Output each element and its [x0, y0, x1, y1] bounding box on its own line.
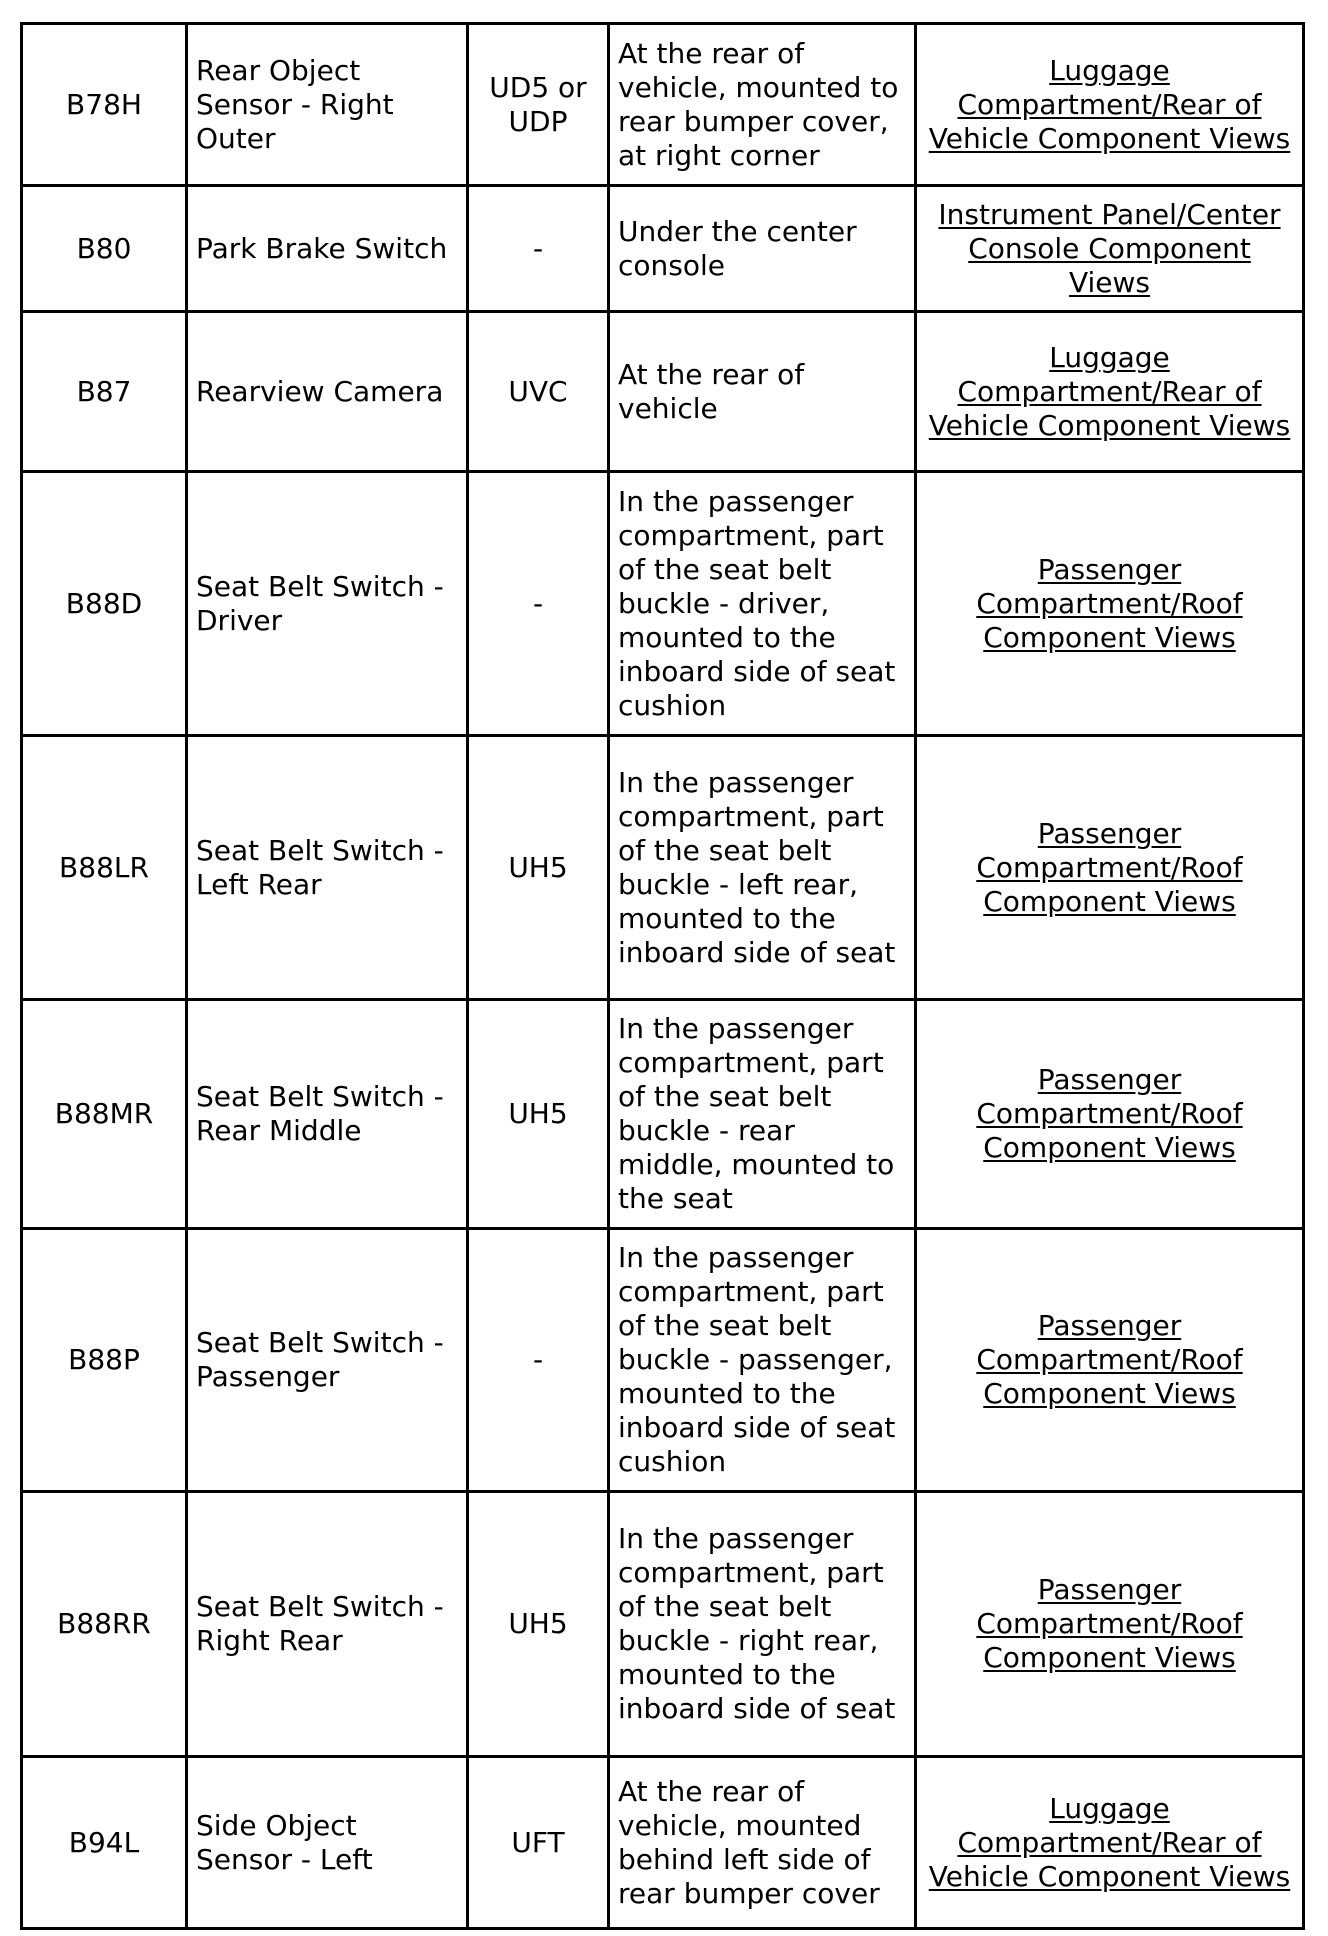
- option-code: UD5 or UDP: [468, 24, 609, 186]
- component-name: Seat Belt Switch - Right Rear: [187, 1492, 468, 1757]
- component-view-cell: [916, 312, 1304, 472]
- component-id: B94L: [22, 1757, 187, 1929]
- component-location: In the passenger compartment, part of the seat belt buckle - rear middle, mounted to the seat: [609, 1000, 916, 1229]
- table-row: [22, 1000, 1304, 1229]
- component-id: B88P: [22, 1229, 187, 1492]
- component-id: B78H: [22, 24, 187, 186]
- option-code: UVC: [468, 312, 609, 472]
- table-row: [22, 472, 1304, 736]
- component-id: B88D: [22, 472, 187, 736]
- table-row: [22, 1229, 1304, 1492]
- table-row: [22, 312, 1304, 472]
- component-view-cell: [916, 186, 1304, 312]
- component-location: In the passenger compartment, part of the seat belt buckle - driver, mounted to the inboard side of seat cushion: [609, 472, 916, 736]
- option-code: -: [468, 1229, 609, 1492]
- table-row: [22, 186, 1304, 312]
- component-view-link[interactable]: Luggage Compartment/Rear of Vehicle Component Views: [928, 1791, 1291, 1893]
- component-view-link[interactable]: Instrument Panel/Center Console Component Views: [938, 197, 1281, 299]
- component-id: B87: [22, 312, 187, 472]
- option-code: UFT: [468, 1757, 609, 1929]
- option-code: -: [468, 472, 609, 736]
- option-code: UH5: [468, 1000, 609, 1229]
- component-view-cell: [916, 736, 1304, 1000]
- component-id: B88MR: [22, 1000, 187, 1229]
- component-view-link[interactable]: Passenger Compartment/Roof Component Views: [976, 1063, 1243, 1164]
- component-name: Seat Belt Switch - Left Rear: [187, 736, 468, 1000]
- component-location: In the passenger compartment, part of the seat belt buckle - left rear, mounted to the inboard side of seat: [609, 736, 916, 1000]
- component-location: In the passenger compartment, part of the seat belt buckle - passenger, mounted to the inboard side of seat cushion: [609, 1229, 916, 1492]
- component-id: B88LR: [22, 736, 187, 1000]
- component-location: At the rear of vehicle, mounted behind left side of rear bumper cover: [609, 1757, 916, 1929]
- component-name: Rear Object Sensor - Right Outer: [187, 24, 468, 186]
- component-name: Rearview Camera: [187, 312, 468, 472]
- component-view-cell: [916, 24, 1304, 186]
- component-view-cell: [916, 472, 1304, 736]
- component-name: Park Brake Switch: [187, 186, 468, 312]
- option-code: -: [468, 186, 609, 312]
- table-row: [22, 1757, 1304, 1929]
- component-locator-table: [20, 22, 1305, 1930]
- component-name: Seat Belt Switch - Rear Middle: [187, 1000, 468, 1229]
- component-view-cell: [916, 1757, 1304, 1929]
- table-row: [22, 736, 1304, 1000]
- component-name: Side Object Sensor - Left: [187, 1757, 468, 1929]
- component-location: At the rear of vehicle, mounted to rear bumper cover, at right corner: [609, 24, 916, 186]
- component-view-cell: [916, 1229, 1304, 1492]
- component-view-cell: [916, 1000, 1304, 1229]
- component-view-link[interactable]: Luggage Compartment/Rear of Vehicle Component Views: [928, 340, 1291, 442]
- component-view-link[interactable]: Passenger Compartment/Roof Component Views: [976, 1573, 1243, 1674]
- component-name: Seat Belt Switch - Passenger: [187, 1229, 468, 1492]
- table-body: [22, 24, 1304, 1929]
- component-view-cell: [916, 1492, 1304, 1757]
- component-view-link[interactable]: Passenger Compartment/Roof Component Views: [976, 552, 1243, 654]
- component-id: B88RR: [22, 1492, 187, 1757]
- table-row: [22, 1492, 1304, 1757]
- component-view-link[interactable]: Luggage Compartment/Rear of Vehicle Component Views: [928, 53, 1291, 155]
- component-view-link[interactable]: Passenger Compartment/Roof Component Views: [976, 1309, 1243, 1410]
- component-id: B80: [22, 186, 187, 312]
- component-location: Under the center console: [609, 186, 916, 312]
- component-location: In the passenger compartment, part of the seat belt buckle - right rear, mounted to the inboard side of seat: [609, 1492, 916, 1757]
- component-view-link[interactable]: Passenger Compartment/Roof Component Views: [976, 816, 1243, 918]
- option-code: UH5: [468, 736, 609, 1000]
- component-location: At the rear of vehicle: [609, 312, 916, 472]
- option-code: UH5: [468, 1492, 609, 1757]
- table-row: [22, 24, 1304, 186]
- component-name: Seat Belt Switch - Driver: [187, 472, 468, 736]
